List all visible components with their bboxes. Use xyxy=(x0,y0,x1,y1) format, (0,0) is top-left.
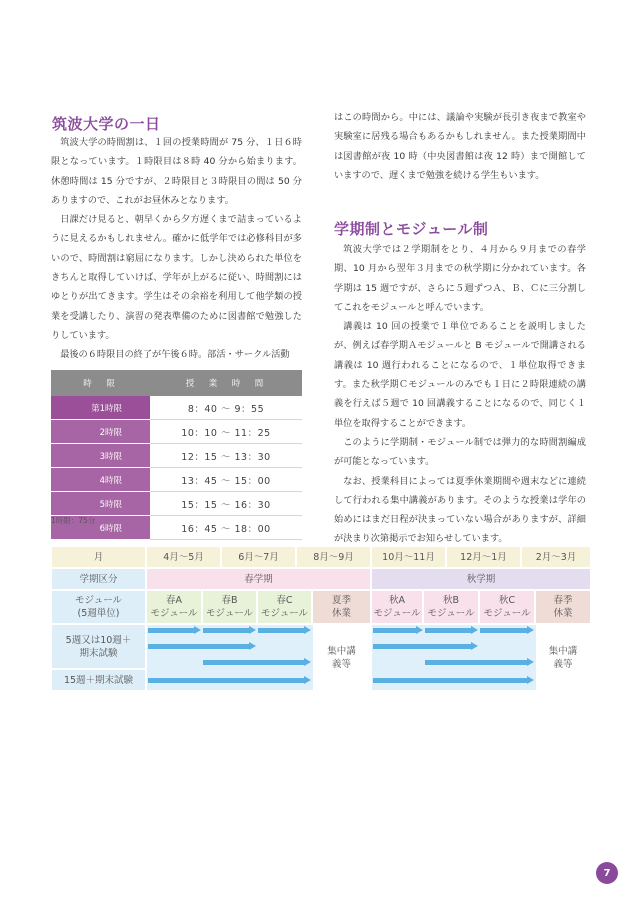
section1-paragraph: 日課だけ見ると、朝早くから夕方遅くまで詰まっているように見えるかもしれません。確かに低学年では必修科目が多いので、時間割は窮屈になります。しかし決められた単位をきちんと取得していけば、学年が上がるに従い、時間割にはゆとりが出てきます。学生はその余裕を利用して他学類の授業を受講したり、演習の発表準備のために図書館で勉強したりしています。 xyxy=(51,214,302,341)
spring-term-cell: 春学期 xyxy=(147,569,370,589)
page-number-badge: 7 xyxy=(596,862,618,884)
arrow-autumn-c xyxy=(480,626,534,634)
exam-row-label-module: 5週又は10週＋ 期末試験 xyxy=(52,625,145,668)
module-cell-autumn-c: 秋C モジュール xyxy=(480,591,534,623)
time-cell: 10：10 ～ 11：25 xyxy=(150,420,302,444)
module-cell-autumn-b: 秋B モジュール xyxy=(424,591,478,623)
section1-paragraph: 最後の６時限目の終了が午後６時。部活・サークル活動 xyxy=(60,349,290,361)
module-cell-spring-b: 春B モジュール xyxy=(203,591,256,623)
period-column-header: 時 限 xyxy=(51,370,150,396)
module-row-label: モジュール (5週単位) xyxy=(52,591,145,623)
period-cell: 5時限 xyxy=(51,492,150,516)
section1-continuation-text: はこの時間から。中には、議論や実験が長引き夜まで教室や実験室に居残る場合もあるかもしれません。また授業期間中は図書館が夜 10 時（中央図書館は夜 12 時）まで開館していますので、遅くまで勉強を続ける学生もいます。 xyxy=(334,112,586,181)
month-cell: 8月～9月 xyxy=(297,547,370,567)
module-cell-summer-break: 夏季 休業 xyxy=(313,591,370,623)
module-cell-spring-c: 春C モジュール xyxy=(258,591,311,623)
time-cell: 13：45 ～ 15：00 xyxy=(150,468,302,492)
arrow-autumn-full xyxy=(373,676,534,684)
month-cell: 10月～11月 xyxy=(372,547,445,567)
intensive-summer-cell: 集中講 義等 xyxy=(313,625,370,690)
arrow-autumn-b xyxy=(425,626,478,634)
arrow-spring-ab xyxy=(148,642,256,650)
autumn-term-cell: 秋学期 xyxy=(372,569,590,589)
table-row xyxy=(51,396,302,420)
section1-body xyxy=(51,133,302,365)
month-cell: 4月～5月 xyxy=(147,547,220,567)
section-title-terms: 学期制とモジュール制 xyxy=(334,220,489,238)
section2-paragraph: このように学期制・モジュール制では弾力的な時間割編成が可能となっています。 xyxy=(334,436,586,468)
term-row-label: 学期区分 xyxy=(52,569,145,589)
period-cell: 2時限 xyxy=(51,420,150,444)
section1-continuation xyxy=(334,108,586,185)
month-row-label: 月 xyxy=(52,547,145,567)
arrow-autumn-bc xyxy=(425,658,534,666)
time-cell: 16：45 ～ 18：00 xyxy=(150,516,302,540)
section2-paragraph: 講義は 10 回の授業で１単位であることを説明しましたが、例えば春学期Ａモジュールと B モジュールで開講される講義は 10 週行われることになるので、１単位取得できます。また秋学期Ｃモジュールのみでも１日に２時限連続の講義を行えば５週で 10 回講義することになるので、同じく１単位を取得することができます。 xyxy=(334,321,586,429)
module-cell-autumn-a: 秋A モジュール xyxy=(372,591,422,623)
exam-row-label-full: 15週＋期末試験 xyxy=(52,670,145,690)
section2-body xyxy=(334,240,586,549)
arrow-autumn-ab xyxy=(373,642,478,650)
time-cell: 12：15 ～ 13：30 xyxy=(150,444,302,468)
period-cell: 4時限 xyxy=(51,468,150,492)
intensive-spring-cell: 集中講 義等 xyxy=(536,625,590,690)
module-cell-spring-break: 春季 休業 xyxy=(536,591,590,623)
arrow-spring-b xyxy=(203,626,256,634)
section1-paragraph: 筑波大学の時間割は、１回の授業時間が 75 分、１日６時限となっています。１時限目は８時 40 分から始まります。休憩時間は 15 分ですが、２時限目と３時限目の間は 50 分ありますので、これがお昼休みとなります。 xyxy=(51,137,302,206)
month-cell: 12月～1月 xyxy=(447,547,520,567)
section2-paragraph: 筑波大学では２学期制をとり、４月から９月までの春学期、10 月から翌年３月までの秋学期に分かれています。各学期は 15 週ですが、さらに５週ずつＡ、Ｂ、Ｃに三分割してこれをモジュールと呼んでいます。 xyxy=(334,244,586,313)
month-cell: 6月～7月 xyxy=(222,547,295,567)
module-cell-spring-a: 春A モジュール xyxy=(147,591,201,623)
month-cell: 2月～3月 xyxy=(522,547,590,567)
time-cell: 8：40 ～ 9：55 xyxy=(150,396,302,420)
arrow-autumn-a xyxy=(373,626,423,634)
time-cell: 15：15 ～ 16：30 xyxy=(150,492,302,516)
period-cell: 3時限 xyxy=(51,444,150,468)
period-cell: 第1時限 xyxy=(51,396,150,420)
table-note: 1時限：75分 xyxy=(51,516,96,525)
arrow-spring-bc xyxy=(203,658,311,666)
arrow-spring-c xyxy=(258,626,311,634)
section2-paragraph: なお、授業科目によっては夏季休業期間や週末などに連続して行われる集中講義があります。そのような授業は学年の始めにはまだ日程が決まっていない場合がありますが、詳細が決まり次第掲示でお知らせしています。 xyxy=(334,475,586,545)
period-cell: 6時限 xyxy=(51,516,150,540)
table-row xyxy=(51,420,302,444)
table-row xyxy=(51,492,302,516)
table-row xyxy=(51,444,302,468)
time-column-header: 授 業 時 間 xyxy=(150,370,302,396)
section-title-daily: 筑波大学の一日 xyxy=(52,115,161,133)
table-row xyxy=(51,468,302,492)
arrow-spring-full xyxy=(148,676,311,684)
arrow-spring-a xyxy=(148,626,201,634)
